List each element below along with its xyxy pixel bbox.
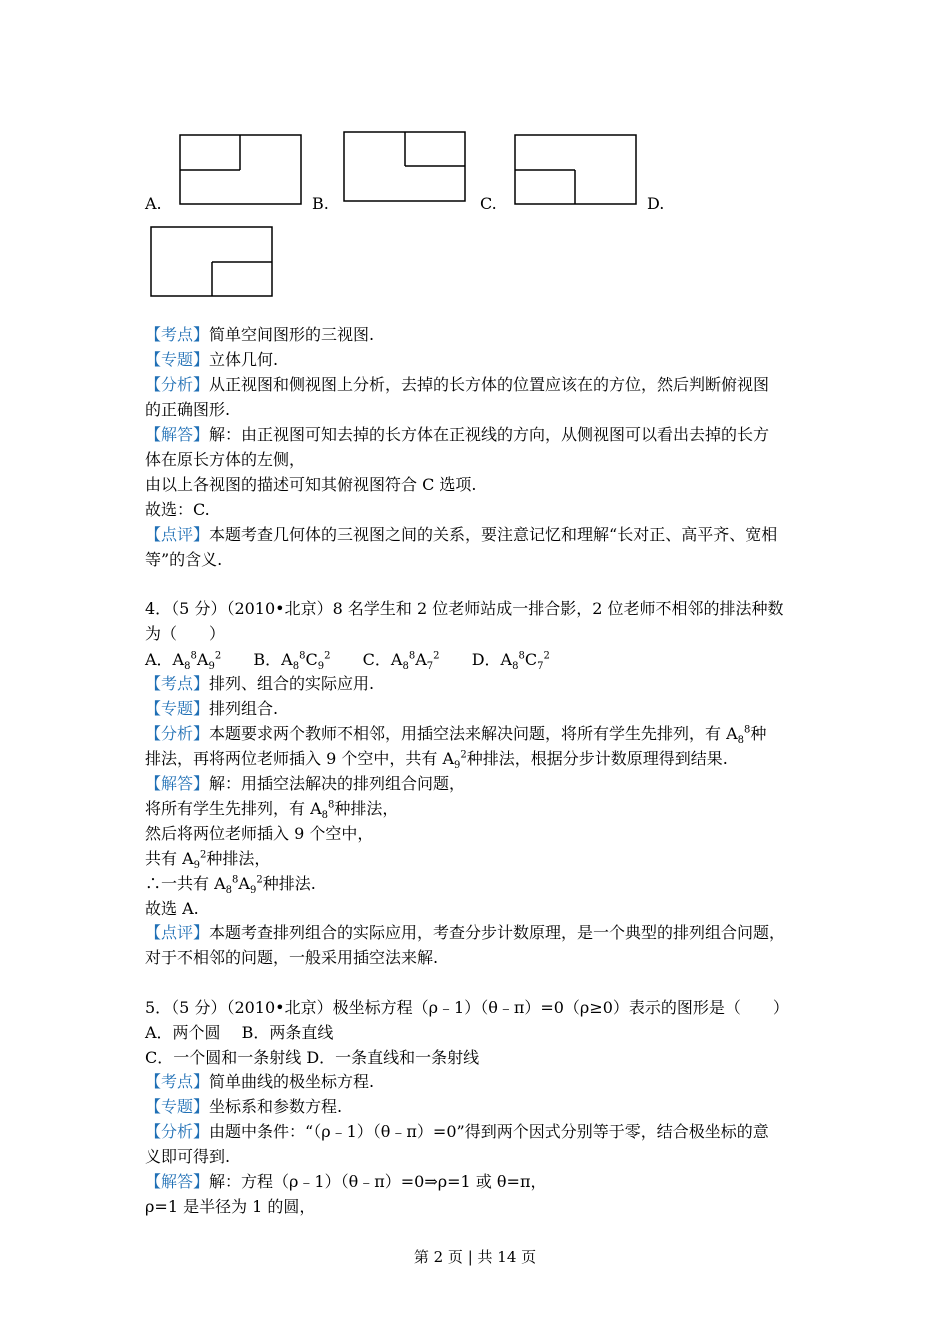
q3-fenxi (145, 375, 769, 395)
q4-jieda-text-4b: 种排法， (206, 849, 271, 868)
tag-zhuanti: 【专题】 (145, 699, 210, 718)
q4-fenxi-text-1b: 种 (750, 724, 767, 743)
page-footer: 第 2 页 | 共 14 页 (413, 1248, 537, 1266)
q5-fenxi-text-2: 义即可得到. (145, 1147, 231, 1166)
q3-kaodian-text: 简单空间图形的三视图. (209, 325, 375, 344)
q4-jieda-text-5b: 种排法. (262, 874, 316, 893)
tag-jieda: 【解答】 (145, 774, 210, 793)
q5-kaodian (145, 1072, 374, 1092)
q4-option-a: A．$A_8^8A_9^2$ (145, 650, 222, 673)
q4-jieda-text-5a: ∴一共有 A (145, 874, 226, 893)
option-a-figure (179, 134, 303, 206)
tag-zhuanti: 【专题】 (145, 350, 210, 369)
q5-options-2: C．一个圆和一条射线 D．一条直线和一条射线 (145, 1048, 480, 1067)
q3-fenxi-text-1: 从正视图和侧视图上分析，去掉的长方体的位置应该在的方位，然后判断俯视图 (209, 375, 770, 394)
q4-fenxi: 【分析】本题要求两个教师不相邻，用插空法来解决问题，将所有学生先排列，有 $A_8^8$种 (145, 724, 767, 747)
tag-dianping: 【点评】 (145, 923, 210, 942)
tag-jieda: 【解答】 (145, 425, 210, 444)
tag-fenxi: 【分析】 (145, 1122, 210, 1141)
q5-jieda (145, 1172, 546, 1192)
q4-jieda-line-2: 将所有学生先排列，有 $A_8^8$种排法， (145, 799, 399, 822)
q4-options (145, 650, 550, 673)
q3-jieda (145, 425, 769, 445)
q4-dianping-text-1: 本题考查排列组合的实际应用，考查分步计数原理，是一个典型的排列组合问题， (209, 923, 786, 942)
q4-fenxi-text-2b: 种排法，根据分步计数原理得到结果. (466, 749, 728, 768)
q5-jieda-text-1: 解：方程（ρ﹣1）（θ﹣π）=0⇒ρ=1 或 θ=π， (209, 1172, 547, 1191)
q4-jieda-text-1: 解：用插空法解决的排列组合问题， (209, 774, 466, 793)
tag-fenxi: 【分析】 (145, 724, 210, 743)
q4-fenxi-text-2a: 排法，再将两位老师插入 9 个空中，共有 A (145, 749, 454, 768)
tag-kaodian: 【考点】 (145, 325, 210, 344)
q3-dianping-text-2: 等”的含义. (145, 550, 223, 569)
q3-fenxi-text-2: 的正确图形. (145, 400, 231, 419)
tag-kaodian: 【考点】 (145, 1072, 210, 1091)
option-c-label: C. (480, 194, 497, 213)
option-b-figure (343, 131, 467, 203)
q5-zhuanti (145, 1097, 342, 1117)
q4-option-d: D．$A_8^8C_7^2$ (471, 650, 550, 673)
q4-fenxi-text-1a: 本题要求两个教师不相邻，用插空法来解决问题，将所有学生先排列，有 A (209, 724, 738, 743)
q3-zhuanti-text: 立体几何. (209, 350, 279, 369)
q4-jieda-text-2a: 将所有学生先排列，有 A (145, 799, 322, 818)
tag-dianping: 【点评】 (145, 525, 210, 544)
q3-dianping-text-1: 本题考查几何体的三视图之间的关系，要注意记忆和理解“长对正、高平齐、宽相 (209, 525, 778, 544)
q4-stem-1: 4．（5 分）（2010•北京）8 名学生和 2 位老师站成一排合影，2 位老师不相邻的排法种数 (145, 599, 784, 618)
q4-option-c: C．$A_8^8A_7^2$ (362, 650, 440, 673)
q4-jieda-text-6: 故选 A. (145, 899, 199, 918)
option-d-label: D. (647, 194, 665, 213)
q4-stem-2: 为（ ） (145, 624, 226, 643)
q4-dianping-text-2: 对于不相邻的问题，一般采用插空法来解. (145, 948, 439, 967)
q5-zhuanti-text: 坐标系和参数方程. (209, 1097, 343, 1116)
q3-jieda-text-1: 解：由正视图可知去掉的长方体在正视线的方向，从侧视图可以看出去掉的长方 (209, 425, 770, 444)
q4-fenxi-line-2: 排法，再将两位老师插入 9 个空中，共有 $A_9^2$种排法，根据分步计数原理得到结果. (145, 749, 728, 772)
q4-jieda-line-5: ∴一共有 $A_8^8A_9^2$种排法. (145, 874, 316, 897)
q4-jieda-text-3: 然后将两位老师插入 9 个空中， (145, 824, 374, 843)
option-d-figure (150, 226, 274, 298)
q3-kaodian (145, 325, 374, 345)
q4-zhuanti-text: 排列组合. (209, 699, 279, 718)
tag-kaodian: 【考点】 (145, 674, 210, 693)
q3-zhuanti (145, 350, 278, 370)
q4-option-b: B．$A_8^8C_9^2$ (253, 650, 331, 673)
q5-fenxi (145, 1122, 769, 1142)
q4-kaodian-text: 排列、组合的实际应用. (209, 674, 375, 693)
q4-kaodian (145, 674, 374, 694)
q5-options-1: A．两个圆 B．两条直线 (145, 1023, 334, 1042)
q5-fenxi-text-1: 由题中条件：“（ρ﹣1）（θ﹣π）=0”得到两个因式分别等于零，结合极坐标的意 (209, 1122, 769, 1141)
q4-jieda-text-4a: 共有 A (145, 849, 194, 868)
option-c-figure (514, 134, 638, 206)
option-a-label: A. (145, 194, 162, 213)
q4-jieda-line-4: 共有 $A_9^2$种排法， (145, 849, 271, 872)
tag-zhuanti: 【专题】 (145, 1097, 210, 1116)
option-b-label: B. (312, 194, 329, 213)
q3-jieda-text-2: 体在原长方体的左侧， (145, 450, 306, 469)
q3-jieda-text-3: 由以上各视图的描述可知其俯视图符合 C 选项. (145, 475, 477, 494)
q3-jieda-text-4: 故选：C. (145, 500, 210, 519)
q5-kaodian-text: 简单曲线的极坐标方程. (209, 1072, 375, 1091)
tag-jieda: 【解答】 (145, 1172, 210, 1191)
q5-jieda-text-2: ρ=1 是半径为 1 的圆， (145, 1197, 316, 1216)
q5-stem: 5．（5 分）（2010•北京）极坐标方程（ρ﹣1）（θ﹣π）=0（ρ≥0）表示的图形是（ ） (145, 998, 789, 1017)
q4-jieda (145, 774, 465, 794)
q4-dianping (145, 923, 785, 943)
tag-fenxi: 【分析】 (145, 375, 210, 394)
q4-jieda-text-2b: 种排法， (334, 799, 399, 818)
q3-dianping (145, 525, 777, 545)
q4-zhuanti (145, 699, 278, 719)
